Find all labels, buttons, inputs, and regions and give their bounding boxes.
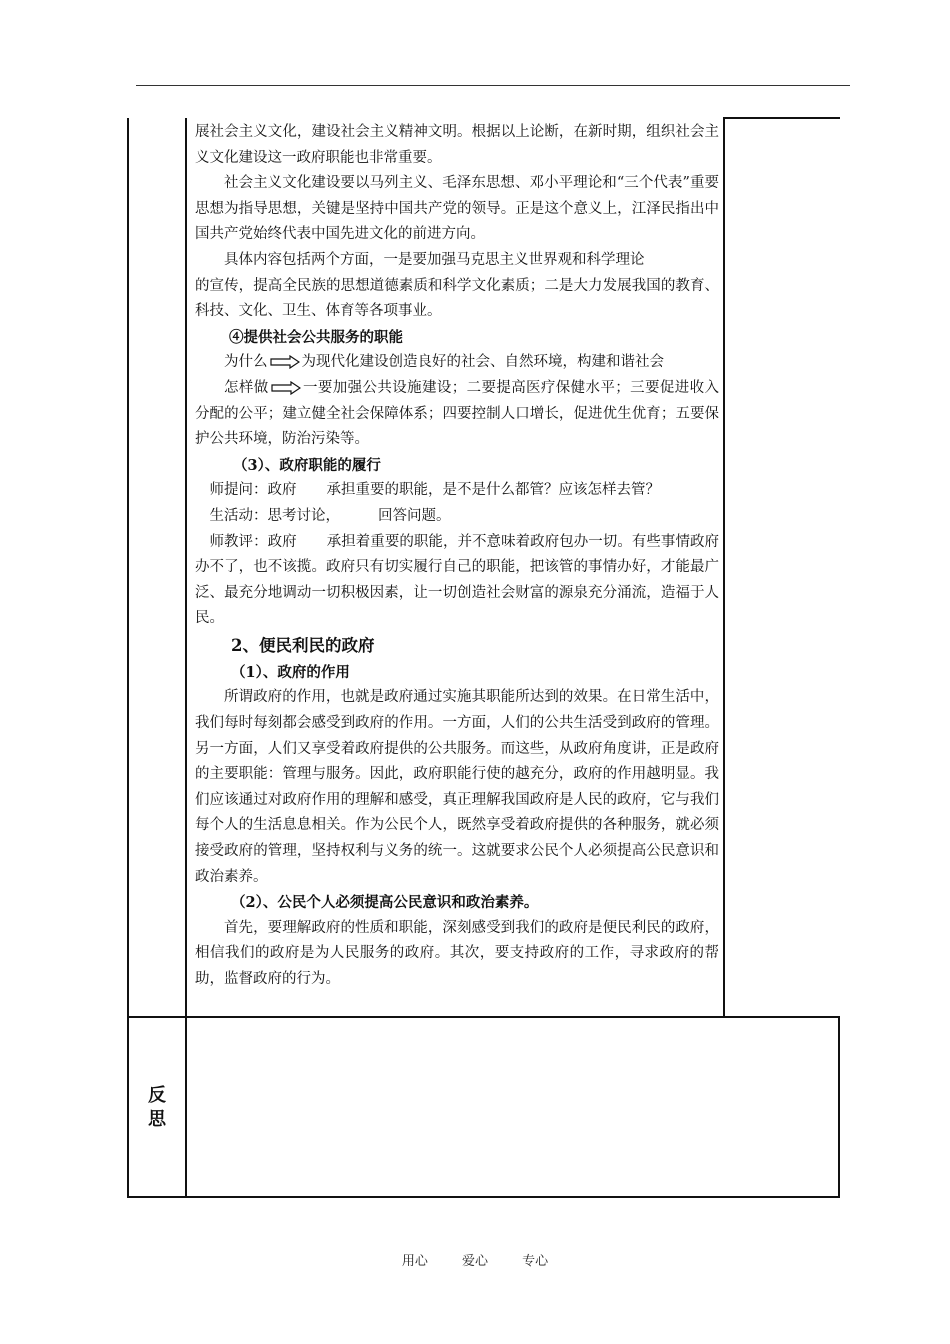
why-text: 为现代化建设创造良好的社会、自然环境，构建和谐社会 [301, 354, 664, 371]
how-text: 一要加强公共设施建设；二要提高医疗保健水平；三要促进收入分配的公平；建立健全社会保障体系；四要控制人口增长，促进优生优育；五要保护公共环境，防治污染等。 [195, 379, 720, 448]
table-border-left [127, 118, 129, 1198]
reflection-char: 反 [148, 1085, 166, 1106]
table-border-row [127, 1016, 840, 1018]
reflection-char: 思 [148, 1109, 166, 1130]
question-label: 师提问： [209, 482, 268, 499]
section-heading: ④提供社会公共服务的职能 [229, 328, 403, 346]
question-text: 承担重要的职能，是不是什么都管？应该怎样去管？ [326, 482, 660, 499]
table-border-col1 [185, 118, 187, 1198]
teacher-review [195, 530, 719, 632]
activity-label: 生活动： [209, 507, 268, 524]
review-label: 师教评： [209, 533, 268, 550]
footer-word: 专心 [522, 1254, 549, 1269]
how-line [195, 376, 719, 453]
paragraph: 所谓政府的作用，也就是政府通过实施其职能所达到的效果。在日常生活中，我们每时每刻都会感受到政府的作用。一方面，人们的公共生活受到政府的管理。另一方面，人们又享受着政府提供的公共服务。而这些，从政府角度讲，正是政府的主要职能：管理与服务。因此，政府职能行使的越充分，政府的作用越明显。我们应该通过对政府作用的理解和感受，真正理解我国政府是人民的政府，它与我们每个人的生活息息相关。作为公民个人，既然享受着政府提供的各种服务，就必须接受政府的管理，坚持权利与义务的统一。这就要求公民个人必须提高公民意识和政治素养。 [195, 689, 719, 885]
paragraph: 的宣传，提高全民族的思想道德素质和科学文化素质；二是大力发展我国的教育、科技、文化、卫生、体育等各项事业。 [195, 277, 719, 320]
review-text: 承担着重要的职能，并不意味着政府包办一切。有些事情政府办不了，也不该揽。政府只有切实履行自己的职能，把该管的事情办好，才能最广泛、最充分地调动一切积极因素，让一切创造社会财富的源泉充分涌流，造福于人民。 [195, 533, 720, 627]
reflection-label [128, 1084, 186, 1132]
header-rule [136, 85, 850, 86]
arrow-right-icon [270, 355, 300, 369]
footer-word: 用心 [401, 1254, 428, 1269]
subsection-heading: （2）、公民个人必须提高公民意识和政治素养。 [231, 894, 539, 912]
paragraph: 展社会主义文化，建设社会主义精神文明。根据以上论断，在新时期，组织社会主义文化建设这一政府职能也非常重要。 [195, 124, 719, 166]
teacher-question [195, 478, 719, 504]
paragraph: 社会主义文化建设要以马列主义、毛泽东思想、邓小平理论和“三个代表”重要思想为指导思想，关键是坚持中国共产党的领导。正是这个意义上，江泽民指出中国共产党始终代表中国先进文化的前进方向。 [195, 175, 719, 243]
table-border-bottom [127, 1196, 840, 1198]
activity-text: 回答问题。 [378, 507, 451, 524]
student-activity [195, 504, 719, 530]
table-border-right [838, 1016, 840, 1198]
section-heading: 2、便民利民的政府 [231, 635, 375, 655]
subsection-heading: （1）、政府的作用 [231, 663, 350, 681]
footer-word: 爱心 [461, 1254, 488, 1269]
question-text: 政府 [267, 482, 297, 499]
lesson-content [195, 120, 719, 993]
activity-text: 思考讨论， [267, 507, 340, 524]
subsection-heading: （3）、政府职能的履行 [233, 456, 381, 474]
review-text: 政府 [267, 533, 297, 550]
why-line [195, 350, 719, 376]
why-label: 为什么 [224, 354, 268, 371]
page-footer [0, 1250, 950, 1269]
arrow-right-icon [271, 381, 301, 395]
paragraph: 具体内容包括两个方面，一是要加强马克思主义世界观和科学理论 [224, 251, 645, 268]
table-border-top-right [723, 117, 840, 119]
paragraph: 首先，要理解政府的性质和职能，深刻感受到我们的政府是便民利民的政府，相信我们的政府是为人民服务的政府。其次，要支持政府的工作，寻求政府的帮助，监督政府的行为。 [195, 919, 719, 987]
how-label: 怎样做 [224, 379, 269, 396]
table-border-col2 [723, 118, 725, 1018]
